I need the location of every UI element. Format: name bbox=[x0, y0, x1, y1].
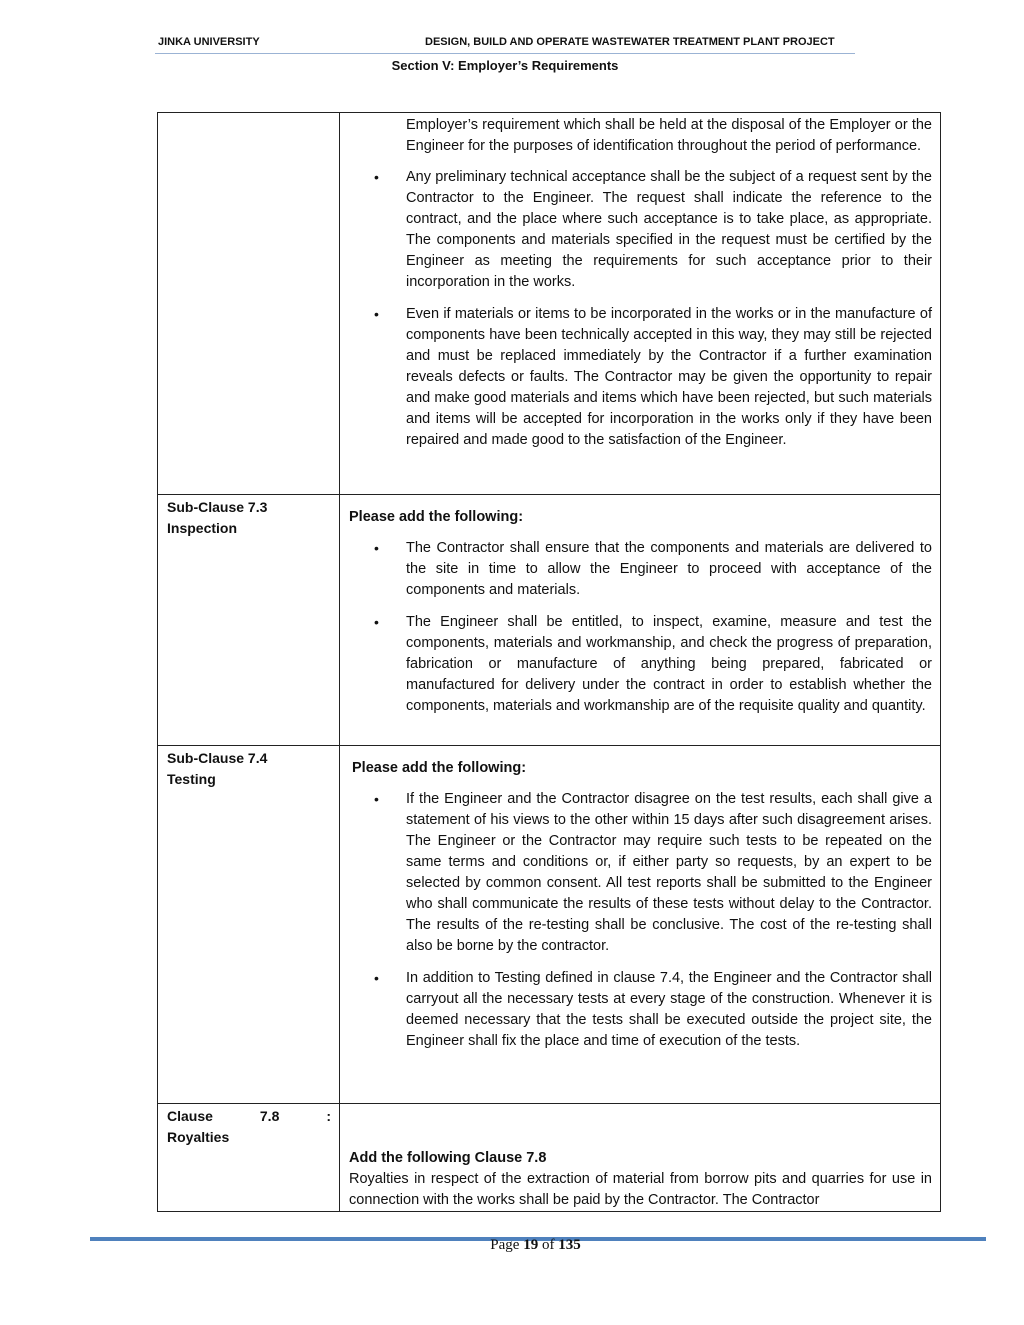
header-organization: JINKA UNIVERSITY bbox=[158, 36, 260, 48]
list-item: • The Contractor shall ensure that the components and materials are delivered to the site in time to allow the Engineer to proceed with acceptance of the components and materials. bbox=[374, 540, 932, 598]
bullet-icon: • bbox=[374, 306, 379, 322]
section-title: Section V: Employer’s Requirements bbox=[391, 58, 619, 73]
clause-number: Sub-Clause 7.3 bbox=[167, 499, 268, 515]
bullet-list bbox=[340, 538, 940, 717]
row-content bbox=[340, 113, 941, 495]
clause-number: Sub-Clause 7.4 bbox=[167, 750, 268, 766]
row-label-empty bbox=[158, 113, 340, 495]
table-row-inspection bbox=[158, 495, 941, 746]
clause-title: Inspection bbox=[167, 520, 238, 536]
bullet-icon: • bbox=[374, 169, 379, 185]
bullet-list bbox=[340, 167, 940, 451]
clause-title: Royalties bbox=[167, 1129, 230, 1145]
requirements-table bbox=[157, 112, 941, 1212]
row-content bbox=[340, 495, 941, 746]
table-row-royalties bbox=[158, 1104, 941, 1212]
list-item: • If the Engineer and the Contractor disagree on the test results, each shall give a statement of his views to the other within 15 days after such disagreement arises. The Engineer or the Contractor may require such tests to be repeated on the same terms and conditions or, if either party so requests, by an expert to be selected by common consent. All test reports shall be submitted to the Engineer who shall communicate the results of these tests without delay to the Contractor. The results of the re-testing shall be conclusive. The cost of the re-testing shall also be borne by the contractor. bbox=[374, 791, 932, 954]
list-item: • Even if materials or items to be incorporated in the works or in the manufacture of components have been technically accepted in this way, they may still be rejected and must be replaced immediately by the Contractor if a further examination reveals defects or faults. The Contractor may be given the opportunity to repair and make good materials and items which have been rejected, but such materials and items will be accepted for incorporation in the works only if they have been repaired and made good to the satisfaction of the Engineer. bbox=[374, 306, 932, 448]
list-item: • In addition to Testing defined in clause 7.4, the Engineer and the Contractor shall carryout all the necessary tests at every stage of the construction. Whenever it is deemed necessary that the tests shall be executed outside the project site, the Engineer shall fix the place and time of execution of the tests. bbox=[374, 970, 932, 1049]
bullet-list bbox=[340, 789, 940, 1052]
list-item: • The Engineer shall be entitled, to inspect, examine, measure and test the components, materials and workmanship, and check the progress of preparation, fabrication or manufacture of anything being prepared, fabricated or manufactured for delivery under the contract in order to establish whether the components, materials and workmanship are of the requisite quality and quantity. bbox=[374, 614, 932, 714]
row-content bbox=[340, 1104, 941, 1212]
row-content bbox=[340, 746, 941, 1104]
clause-number: Clause 7.8 : bbox=[167, 1108, 331, 1124]
bullet-icon: • bbox=[374, 970, 379, 986]
bullet-icon: • bbox=[374, 791, 379, 807]
row-label bbox=[158, 746, 340, 1104]
instruction-lead: Please add the following: bbox=[352, 760, 527, 776]
bullet-icon: • bbox=[374, 614, 379, 630]
clause-title: Testing bbox=[167, 771, 216, 787]
table-row-testing bbox=[158, 746, 941, 1104]
instruction-lead: Please add the following: bbox=[349, 509, 524, 525]
page-header bbox=[155, 35, 855, 54]
clause-paragraph: Royalties in respect of the extraction of material from borrow pits and quarries for use in connection with the works shall be paid by the Contractor. The Contractor bbox=[349, 1171, 932, 1208]
clause-heading: Add the following Clause 7.8 bbox=[349, 1150, 547, 1166]
table-row-continuation bbox=[158, 113, 941, 495]
row-label bbox=[158, 495, 340, 746]
bullet-icon: • bbox=[374, 540, 379, 556]
list-item: • Any preliminary technical acceptance shall be the subject of a request sent by the Contractor to the Engineer. The request shall indicate the reference to the contract, and the place where such acceptance is to take place, as appropriate. The components and materials specified in the request must be certified by the Engineer as meeting the requirements for such acceptance prior to their incorporation in the works. bbox=[374, 169, 932, 290]
row-label bbox=[158, 1104, 340, 1212]
continuation-paragraph: Employer’s requirement which shall be held at the disposal of the Employer or the Engineer for the purposes of identification throughout the period of performance. bbox=[406, 117, 932, 154]
header-project-title: DESIGN, BUILD AND OPERATE WASTEWATER TREATMENT PLANT PROJECT bbox=[425, 36, 835, 48]
page-number: Page 19 of 135 bbox=[490, 1237, 581, 1253]
